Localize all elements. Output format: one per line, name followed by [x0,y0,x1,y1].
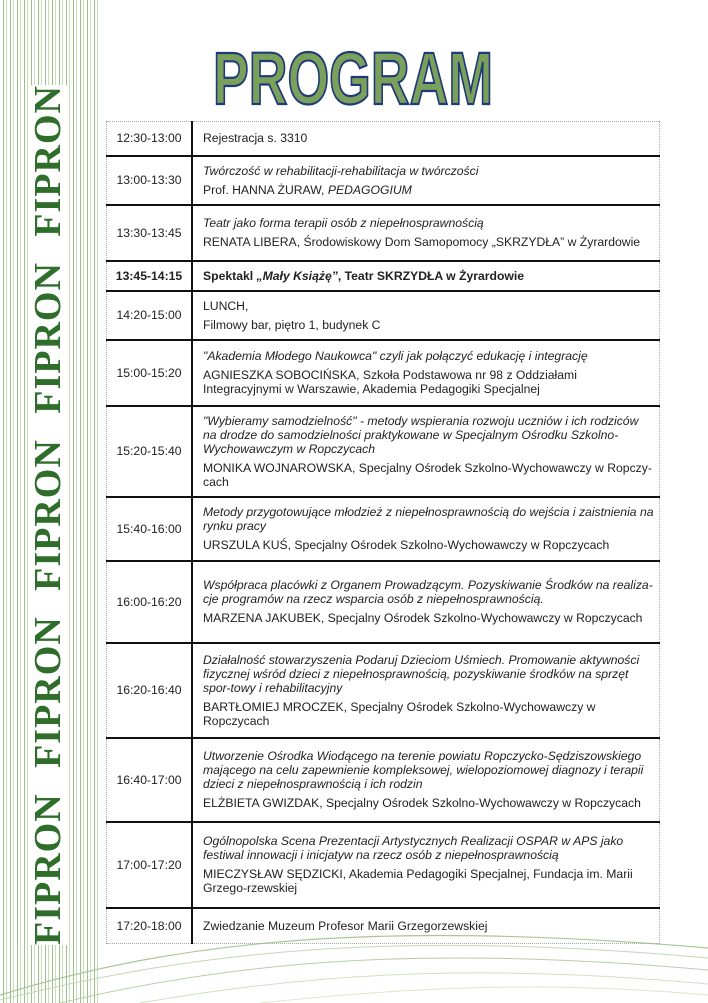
time-cell: 16:20-16:40 [107,643,193,738]
desc-cell [192,156,660,205]
desc-cell [192,261,660,291]
schedule-row [107,643,660,738]
desc-cell [192,738,660,822]
schedule-row [107,406,660,497]
speaker-name: Prof. HANNA ŻURAW, [203,182,325,197]
desc-cell [192,822,660,908]
schedule-row [107,291,660,340]
time-cell: 17:20-18:00 [107,908,193,944]
schedule-row [107,156,660,205]
desc-cell [192,908,660,944]
session-speaker: MONIKA WOJNAROWSKA, Specjalny Ośrodek Szkolno-Wychowawczy w Ropczy-cach [203,460,652,489]
time-cell: 13:30-13:45 [107,205,193,261]
session-topic: "Wybieramy samodzielność" - metody wspierania rozwoju uczniów i ich rodziców na drodze do samodzielności praktykowane w Specjalnym Ośrodku Szkolno-Wychowawczym w Ropczycach [203,413,639,456]
time-cell: 15:40-16:00 [107,497,193,561]
session-speaker: AGNIESZKA SOBOCIŃSKA, Szkoła Podstawowa nr 98 z Oddziałami Integracyjnymi w Warszawie, Akademia Pedagogiki Specjalnej [203,368,577,396]
schedule-row [107,822,660,908]
schedule-row [107,908,660,944]
show-pre: Spektakl [203,268,257,283]
desc-cell [192,406,660,497]
desc-cell [192,561,660,643]
brand-word: FIPRON [27,262,69,414]
time-cell: 14:20-15:00 [107,291,193,340]
session-topic: Działalność stowarzyszenia Podaruj Dzieciom Uśmiech. Promowanie aktywności fizycznej wśród dzieci z niepełnosprawnością, pozyskiwanie środków na sprzęt spor-towy i rehabilitacyjny [203,652,640,695]
desc-cell [192,122,660,156]
session-topic: Współpraca placówki z Organem Prowadzącym. Pozyskiwanie Środków na realiza-cje programów na rzecz wsparcia osób z niepełnosprawnością. [203,578,653,606]
session-speaker: ELŻBIETA GWIZDAK, Specjalny Ośrodek Szkolno-Wychowawczy w Ropczycach [203,796,641,810]
time-cell: 13:00-13:30 [107,156,193,205]
desc-cell [192,340,660,406]
time-cell: 15:00-15:20 [107,340,193,406]
session-topic: Utworzenie Ośrodka Wiodącego na terenie powiatu Ropczycko-Sędziszowskiego mającego na celu zapewnienie kompleksowej, wielopoziomowej diagnozy i terapii dzieci z niepełnosprawnością i ich rodzin [203,749,644,791]
time-cell: 17:00-17:20 [107,822,193,908]
session-speaker: RENATA LIBERA, Środowiskowy Dom Samopomocy „SKRZYDŁA” w Żyrardowie [203,235,641,249]
brand-word: FIPRON [27,616,69,768]
brand-word: FIPRON [27,439,69,591]
desc-cell [192,497,660,561]
session-text: Zwiedzanie Muzeum Profesor Marii Grzegorzewskiej [203,918,488,933]
schedule-row [107,340,660,406]
session-speaker [203,183,655,197]
session-speaker: BARTŁOMIEJ MROCZEK, Specjalny Ośrodek Szkolno-Wychowawczy w Ropczycach [203,699,596,728]
session-speaker: URSZULA KUŚ, Specjalny Ośrodek Szkolno-Wychowawczy w Ropczycach [203,538,610,552]
show-post: , Teatr SKRZYDŁA w Żyrardowie [337,268,525,283]
brand-word: FIPRON [27,793,69,945]
session-topic: "Akademia Młodego Naukowca" czyli jak połączyć edukację i integrację [203,349,588,363]
session-topic: Twórczość w rehabilitacji-rehabilitacja w twórczości [203,163,479,178]
speaker-org: PEDAGOGIUM [327,182,412,197]
schedule-row [107,261,660,291]
time-cell: 12:30-13:00 [107,122,193,156]
time-cell: 13:45-14:15 [107,261,193,291]
time-cell: 16:00-16:20 [107,561,193,643]
page-title [208,36,498,120]
session-topic: Teatr jako forma terapii osób z niepełnosprawnością [203,216,484,230]
show-title: „Mały Książę” [256,268,338,283]
desc-cell [192,205,660,261]
side-brand-text [28,85,68,945]
page-title-text: PROGRAM [213,37,493,120]
brand-word: FIPRON [27,85,69,237]
session-topic: Metody przygotowujące młodzież z niepełnosprawnością do wejścia i zaistnienia na rynku pracy [203,505,654,533]
time-cell: 15:20-15:40 [107,406,193,497]
session-topic: Ogólnopolska Scena Prezentacji Artystycznych Realizacji OSPAR w APS jako festiwal innowacji i inicjatyw na rzecz osób z niepełnosprawnością [203,834,624,862]
schedule-row [107,561,660,643]
schedule-row [107,205,660,261]
session-text: Rejestracja s. 3310 [203,131,308,146]
session-speaker: MARZENA JAKUBEK, Specjalny Ośrodek Szkolno-Wychowawczy w Ropczycach [203,611,643,625]
schedule-row [107,738,660,822]
desc-cell [192,643,660,738]
desc-cell [192,291,660,340]
schedule-table [106,121,660,944]
lunch-location: Filmowy bar, piętro 1, budynek C [203,317,381,332]
schedule-row [107,497,660,561]
schedule-row [107,122,660,156]
lunch-label: LUNCH, [203,298,249,313]
session-speaker: MIECZYSŁAW SĘDZICKI, Akademia Pedagogiki Specjalnej, Fundacja im. Marii Grzego-rzewskiej [203,867,633,895]
time-cell: 16:40-17:00 [107,738,193,822]
